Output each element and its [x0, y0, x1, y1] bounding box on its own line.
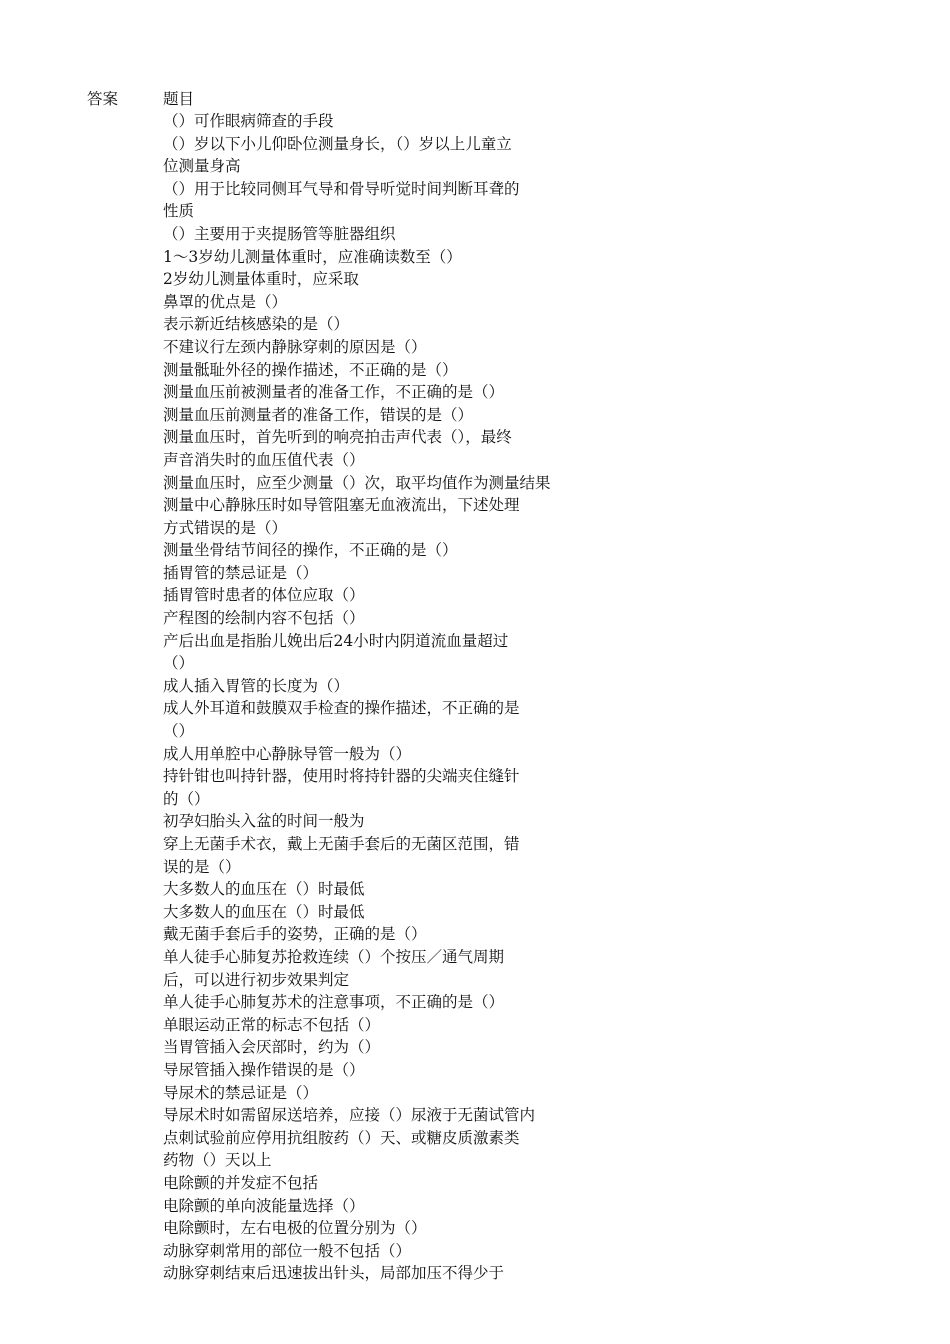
- question-item: 测量坐骨结节间径的操作，不正确的是（）: [163, 541, 458, 560]
- question-item: 测量血压前测量者的准备工作，错误的是（）: [163, 405, 474, 424]
- question-item: 当胃管插入会厌部时，约为（）: [163, 1038, 381, 1057]
- question-item: 测量血压时，首先听到的响亮拍击声代表（），最终 声音消失时的血压值代表（）: [163, 428, 512, 469]
- question-item: 动脉穿刺常用的部位一般不包括（）: [163, 1241, 412, 1260]
- question-item: （）可作眼病筛查的手段: [163, 112, 334, 130]
- question-item: 大多数人的血压在（）时最低: [163, 880, 365, 899]
- question-item: 1～3岁幼儿测量体重时，应准确读数至（）: [163, 247, 462, 266]
- question-item: 持针钳也叫持针器，使用时将持针器的尖端夹住缝针 的（）: [163, 767, 520, 808]
- question-item: 成人插入胃管的长度为（）: [163, 676, 350, 695]
- question-item: 单眼运动正常的标志不包括（）: [163, 1015, 381, 1034]
- question-item: 点刺试验前应停用抗组胺药（）天、或糖皮质激素类 药物（）天以上: [163, 1128, 520, 1170]
- question-item: （）主要用于夹提肠管等脏器组织: [163, 224, 396, 243]
- question-item: 表示新近结核感染的是（）: [163, 315, 350, 334]
- question-item: 穿上无菌手术衣，戴上无菌手套后的无菌区范围，错 误的是（）: [163, 835, 520, 876]
- answer-column-header: 答案: [87, 90, 119, 108]
- question-item: 产程图的绘制内容不包括（）: [163, 609, 365, 628]
- question-item: 单人徒手心肺复苏术的注意事项，不正确的是（）: [163, 993, 505, 1012]
- question-item: 测量骶耻外径的操作描述，不正确的是（）: [163, 360, 458, 379]
- question-item: 动脉穿刺结束后迅速拔出针头，局部加压不得少于: [163, 1264, 505, 1283]
- question-item: （）用于比较同侧耳气导和骨导听觉时间判断耳聋的 性质: [163, 179, 520, 221]
- question-item: 导尿管插入操作错误的是（）: [163, 1060, 365, 1079]
- question-item: 成人外耳道和鼓膜双手检查的操作描述，不正确的是 （）: [163, 699, 520, 741]
- question-item: 导尿术时如需留尿送培养，应接（）尿液于无菌试管内: [163, 1106, 536, 1125]
- question-item: 导尿术的禁忌证是（）: [163, 1083, 319, 1102]
- question-item: 成人用单腔中心静脉导管一般为（）: [163, 744, 412, 763]
- question-item: 不建议行左颈内静脉穿刺的原因是（）: [163, 337, 427, 356]
- question-item: 单人徒手心肺复苏抢救连续（）个按压／通气周期 后，可以进行初步效果判定: [163, 947, 505, 989]
- question-item: 测量中心静脉压时如导管阻塞无血液流出，下述处理 方式错误的是（）: [163, 496, 520, 537]
- question-item: 电除颤的单向波能量选择（）: [163, 1196, 365, 1215]
- question-item: 电除颤时，左右电极的位置分别为（）: [163, 1219, 427, 1238]
- question-item: 鼻罩的优点是（）: [163, 292, 288, 311]
- question-item: 插胃管的禁忌证是（）: [163, 563, 319, 582]
- question-item: （）岁以下小儿仰卧位测量身长，（）岁以上儿童立 位测量身高: [163, 134, 512, 176]
- question-item: 戴无菌手套后手的姿势，正确的是（）: [163, 925, 427, 944]
- question-item: 插胃管时患者的体位应取（）: [163, 586, 365, 605]
- question-item: 测量血压前被测量者的准备工作，不正确的是（）: [163, 383, 505, 402]
- question-item: 产后出血是指胎儿娩出后24小时内阴道流血量超过 （）: [163, 631, 509, 673]
- question-item: 初孕妇胎头入盆的时间一般为: [163, 812, 365, 831]
- question-item: 测量血压时，应至少测量（）次，取平均值作为测量结果: [163, 473, 551, 492]
- question-column-header: 题目: [163, 90, 195, 108]
- question-item: 电除颤的并发症不包括: [163, 1173, 319, 1192]
- question-item: 大多数人的血压在（）时最低: [163, 902, 365, 921]
- question-item: 2岁幼儿测量体重时，应采取: [163, 270, 359, 289]
- question-list: [163, 110, 603, 1285]
